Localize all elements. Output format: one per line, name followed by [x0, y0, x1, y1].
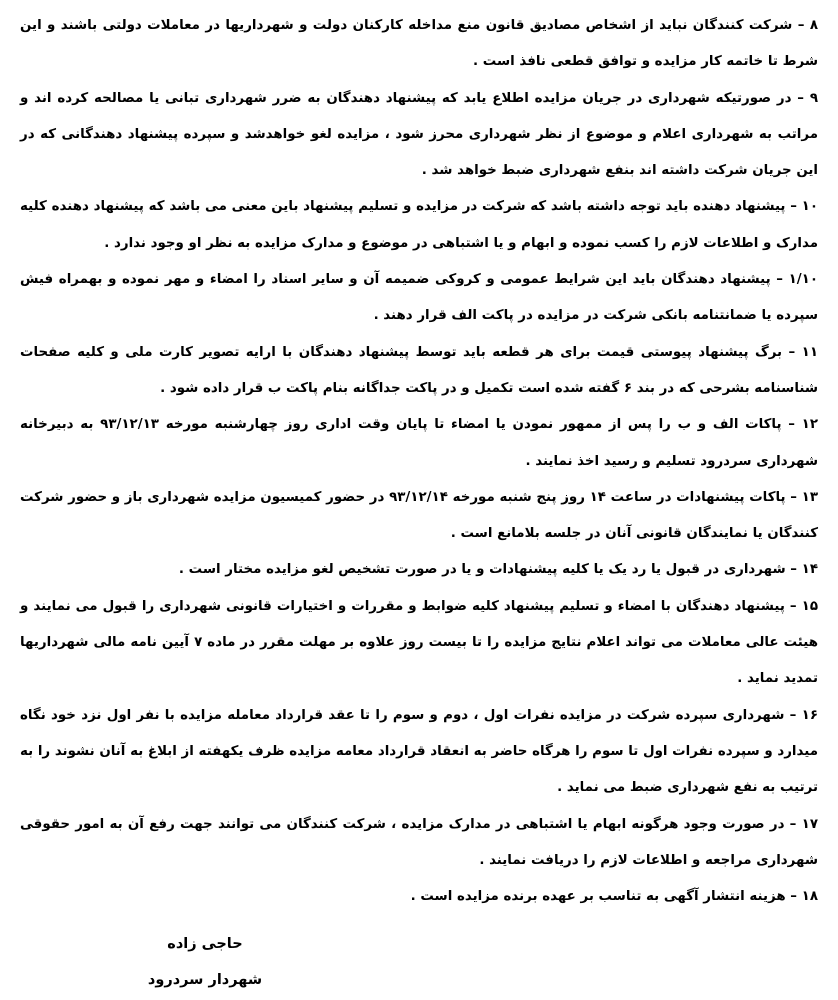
clause-12: ۱۲ – پاکات الف و ب را پس از ممهور نمودن یا امضاء تا پایان وقت اداری روز چهارشنبه مورخه ۹۳/۱۲/۱۳ به دبیرخانه شهرداری سردرود تسلیم و رسید اخذ نمایند .	[20, 417, 818, 469]
clause-15: ۱۵ – پیشنهاد دهندگان با امضاء و تسلیم پیشنهاد کلیه ضوابط و مقررات و اختیارات قانونی شهرداری را قبول می نمایند و هیئت عالی معاملات می تواند اعلام نتایج مزایده را تا بیست روز علاوه بر مهلت مقرر در ماده ۷ آیین نامه مالی شهرداریها تمدید نماید .	[20, 598, 818, 687]
clause-10-1: ۱/۱۰ – پیشنهاد دهندگان باید این شرایط عمومی و کروکی ضمیمه آن و سایر اسناد را امضاء و مهر نموده و بهمراه فیش سپرده یا ضمانتنامه بانکی شرکت در مزایده در پاکت الف قرار دهند .	[20, 272, 818, 324]
clause-11: ۱۱ – برگ پیشنهاد پیوستی قیمت برای هر قطعه باید توسط پیشنهاد دهندگان با ارایه تصویر کارت ملی و کلیه صفحات شناسنامه بشرحی که در بند ۶ گفته شده است تکمیل و در پاکت جداگانه بنام پاکت ب قرار داده شود .	[20, 344, 818, 396]
signatory-title: شهردار سردرود	[147, 972, 263, 988]
clause-14: ۱۴ – شهرداری در قبول یا رد یک یا کلیه پیشنهادات و یا در صورت تشخیص لغو مزایده مختار است .	[178, 562, 818, 578]
clause-16: ۱۶ – شهرداری سپرده شرکت در مزایده نفرات اول ، دوم و سوم را تا عقد قرارداد معامله مزایده با نفر اول نزد خود نگاه میدارد و سپرده نفرات اول تا سوم را هرگاه حاضر به انعقاد قرارداد معامه مزایده ظرف یکهفته از ابلاغ به آنان نشوند را به ترتیب به نفع شهرداری ضبط می نماید .	[20, 707, 818, 796]
clause-13: ۱۳ – پاکات پیشنهادات در ساعت ۱۴ روز پنج شنبه مورخه ۹۳/۱۲/۱۴ در حضور کمیسیون مزایده شهرداری باز و حضور شرکت کنندگان یا نمایندگان قانونی آنان در جلسه بلامانع است .	[20, 489, 818, 542]
clause-list	[20, 8, 818, 915]
clause-17: ۱۷ – در صورت وجود هرگونه ابهام یا اشتباهی در مدارک مزایده ، شرکت کنندگان می توانند جهت رفع آن به امور حقوقی شهرداری مراجعه و اطلاعات لازم را دریافت نمایند .	[20, 816, 818, 868]
document-page	[20, 8, 818, 992]
clause-10: ۱۰ – پیشنهاد دهنده باید توجه داشته باشد که شرکت در مزایده و تسلیم پیشنهاد باین معنی می باشد که پیشنهاد دهنده کلیه مدارک و اطلاعات لازم را کسب نموده و ابهام و یا اشتباهی در موضوع و مدارک مزایده به نظر او وجود ندارد .	[20, 199, 818, 251]
signature-block	[140, 926, 270, 998]
clause-9: ۹ – در صورتیکه شهرداری در جریان مزایده اطلاع یابد که پیشنهاد دهندگان به ضرر شهرداری تبانی یا مصالحه کرده اند و مراتب به شهرداری اعلام و موضوع از نظر شهرداری محرز شود ، مزایده لغو خواهدشد و سپرده پیشنهاد دهندگانی که در این جریان شرکت داشته اند بنفع شهرداری ضبط خواهد شد .	[20, 90, 818, 179]
clause-18: ۱۸ – هزینه انتشار آگهی به تناسب بر عهده برنده مزایده است .	[410, 889, 818, 905]
signatory-name: حاجی زاده	[167, 936, 243, 952]
clause-8: ۸ – شرکت کنندگان نباید از اشخاص مصادیق قانون منع مداخله کارکنان دولت و شهرداریها در معاملات دولتی باشند و این شرط تا خاتمه کار مزایده و توافق قطعی نافذ است .	[20, 18, 818, 70]
